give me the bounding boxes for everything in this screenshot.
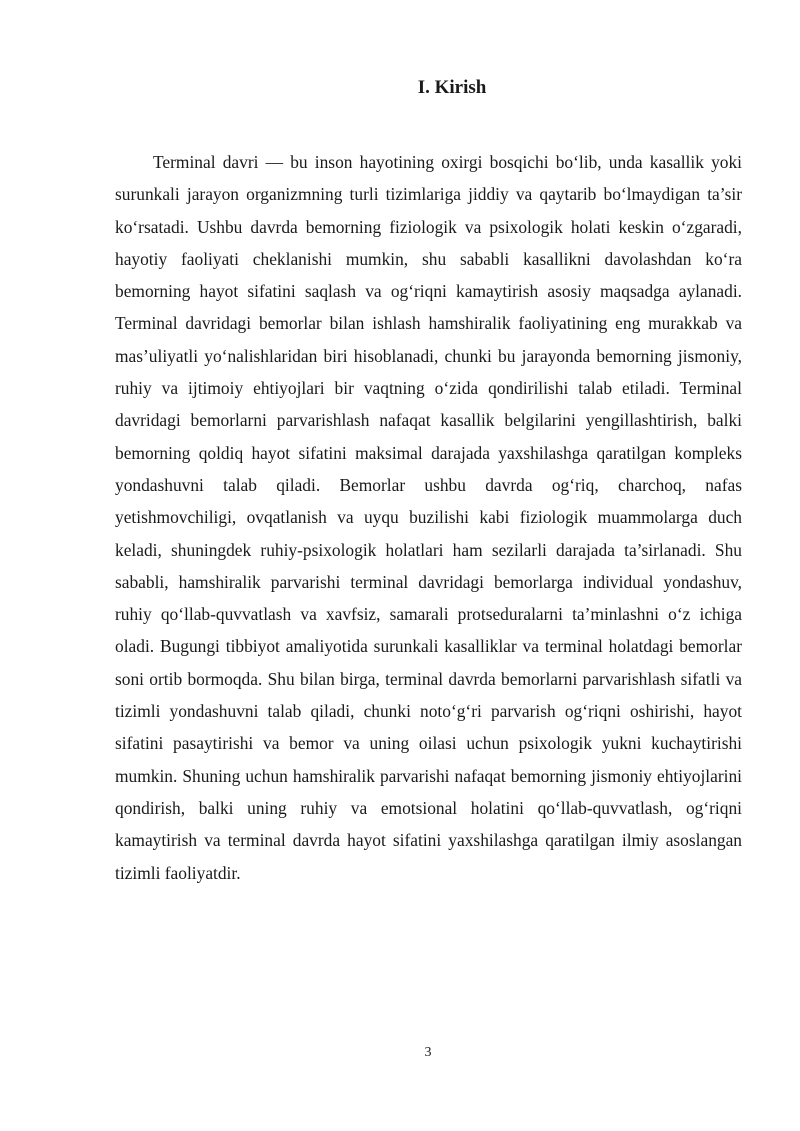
page-number: 3 bbox=[424, 1045, 432, 1060]
section-heading: I. Kirish bbox=[417, 77, 487, 98]
body-paragraph: Terminal davri — bu inson hayotining oxirgi bosqichi bo‘lib, unda kasallik yoki surunkali jarayon organizmning turli tizimlariga jiddiy va qaytarib bo‘lmaydigan ta’sir ko‘rsatadi. Ushbu davrda bemorning fiziologik va psixologik holati keskin o‘zgaradi, hayotiy faoliyati cheklanishi mumkin, shu sababli kasallikni davolashdan ko‘ra bemorning hayot sifatini saqlash va og‘riqni kamaytirish asosiy maqsadga aylanadi. Terminal davridagi bemorlar bilan ishlash hamshiralik faoliyatining eng murakkab va mas’uliyatli yo‘nalishlaridan biri hisoblanadi, chunki bu jarayonda bemorning jismoniy, ruhiy va ijtimoiy ehtiyojlari bir vaqtning o‘zida qondirilishi talab etiladi. Terminal davridagi bemorlarni parvarishlash nafaqat kasallik belgilarini yengillashtirish, balki bemorning qoldiq hayot sifatini maksimal darajada yaxshilashga qaratilgan kompleks yondashuvni talab qiladi. Bemorlar ushbu davrda og‘riq, charchoq, nafas yetishmovchiligi, ovqatlanish va uyqu buzilishi kabi fiziologik muammolarga duch keladi, shuningdek ruhiy-psixologik holatlari ham sezilarli darajada ta’sirlanadi. Shu sababli, hamshiralik parvarishi terminal davridagi bemorlarga individual yondashuv, ruhiy qo‘llab-quvvatlash va xavfsiz, samarali protseduralarni ta’minlashni o‘z ichiga oladi. Bugungi tibbiyot amaliyotida surunkali kasalliklar va terminal holatdagi bemorlar soni ortib bormoqda. Shu bilan birga, terminal davrda bemorlarni parvarishlash sifatli va tizimli yondashuvni talab qiladi, chunki noto‘g‘ri parvarish og‘riqni oshirishi, hayot sifatini pasaytirishi va bemor va uning oilasi uchun psixologik yukni kuchaytirishi mumkin. Shuning uchun hamshiralik parvarishi nafaqat bemorning jismoniy ehtiyojlarini qondirish, balki uning ruhiy va emotsional holatini qo‘llab-quvvatlash, og‘riqni kamaytirish va terminal davrda hayot sifatini yaxshilashga qaratilgan ilmiy asoslangan tizimli faoliyatdir. bbox=[115, 152, 742, 883]
